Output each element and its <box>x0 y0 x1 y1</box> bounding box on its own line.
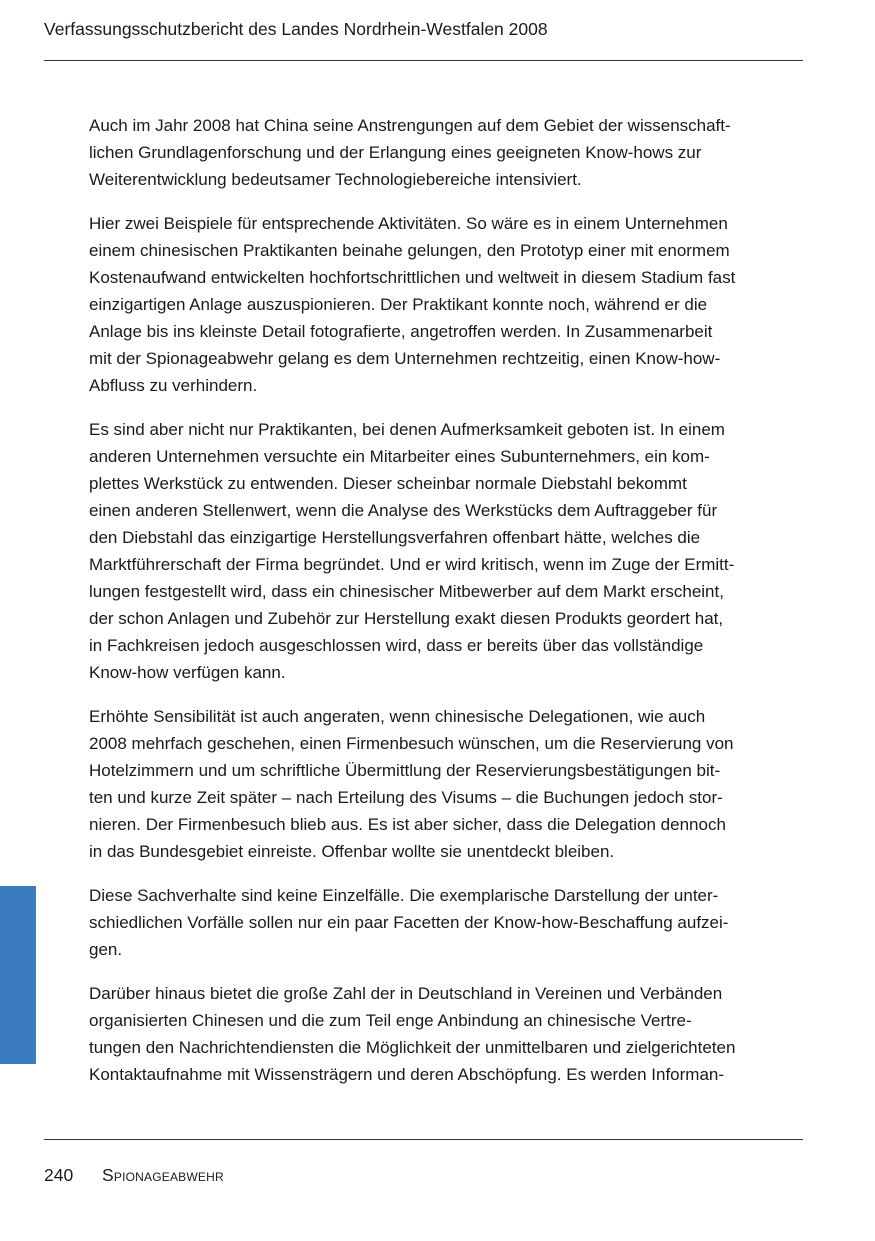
paragraph <box>89 112 805 193</box>
text-line: lungen festgestellt wird, dass ein chinesischer Mitbewerber auf dem Markt erscheint, <box>89 582 724 601</box>
text-line: Anlage bis ins kleinste Detail fotografierte, angetroffen werden. In Zusammenarbeit <box>89 322 713 341</box>
text-line: der schon Anlagen und Zubehör zur Herstellung exakt diesen Produkts geordert hat, <box>89 609 724 628</box>
paragraph <box>89 980 805 1088</box>
text-line: Erhöhte Sensibilität ist auch angeraten, wenn chinesische Delegationen, wie auch <box>89 707 706 726</box>
text-line: Es sind aber nicht nur Praktikanten, bei denen Aufmerksamkeit geboten ist. In einem <box>89 420 725 439</box>
text-line: Know-how verfügen kann. <box>89 663 286 682</box>
paragraph <box>89 882 805 963</box>
text-line: mit der Spionageabwehr gelang es dem Unternehmen rechtzeitig, einen Know-how- <box>89 349 721 368</box>
text-line: nieren. Der Firmenbesuch blieb aus. Es ist aber sicher, dass die Delegation dennoch <box>89 815 726 834</box>
running-header: Verfassungsschutzbericht des Landes Nordrhein-Westfalen 2008 <box>44 19 548 39</box>
section-title: Spionageabwehr <box>102 1165 224 1185</box>
text-line: einzigartigen Anlage auszuspionieren. Der Praktikant konnte noch, während er die <box>89 295 708 314</box>
text-line: Darüber hinaus bietet die große Zahl der in Deutschland in Vereinen und Verbänden <box>89 984 723 1003</box>
text-line: einem chinesischen Praktikanten beinahe gelungen, den Prototyp einer mit enormem <box>89 241 730 260</box>
text-line: Hotelzimmern und um schriftliche Übermittlung der Reservierungsbestätigungen bit- <box>89 761 721 780</box>
text-line: Kostenaufwand entwickelten hochfortschrittlichen und weltweit in diesem Stadium fast <box>89 268 736 287</box>
footer-rule <box>44 1139 803 1140</box>
text-line: gen. <box>89 940 123 959</box>
text-line: Hier zwei Beispiele für entsprechende Aktivitäten. So wäre es in einem Unternehmen <box>89 214 728 233</box>
page-number: 240 <box>44 1165 74 1185</box>
chapter-marker-tab <box>0 886 36 1064</box>
text-line: organisierten Chinesen und die zum Teil enge Anbindung an chinesische Vertre- <box>89 1011 692 1030</box>
paragraph <box>89 703 805 865</box>
header-rule <box>44 60 803 61</box>
text-line: plettes Werkstück zu entwenden. Dieser scheinbar normale Diebstahl bekommt <box>89 474 687 493</box>
body-text <box>89 112 805 1105</box>
text-line: Marktführerschaft der Firma begründet. Und er wird kritisch, wenn im Zuge der Ermitt- <box>89 555 735 574</box>
text-line: Weiterentwicklung bedeutsamer Technologiebereiche intensiviert. <box>89 170 582 189</box>
text-line: anderen Unternehmen versuchte ein Mitarbeiter eines Subunternehmers, ein kom- <box>89 447 710 466</box>
paragraph <box>89 210 805 399</box>
paragraph <box>89 416 805 686</box>
text-line: Diese Sachverhalte sind keine Einzelfälle. Die exemplarische Darstellung der unter- <box>89 886 719 905</box>
text-line: schiedlichen Vorfälle sollen nur ein paar Facetten der Know-how-Beschaffung aufzei- <box>89 913 729 932</box>
text-line: 2008 mehrfach geschehen, einen Firmenbesuch wünschen, um die Reservierung von <box>89 734 734 753</box>
text-line: Abfluss zu verhindern. <box>89 376 258 395</box>
text-line: Kontaktaufnahme mit Wissensträgern und deren Abschöpfung. Es werden Informan- <box>89 1065 725 1084</box>
text-line: einen anderen Stellenwert, wenn die Analyse des Werkstücks dem Auftraggeber für <box>89 501 718 520</box>
text-line: lichen Grundlagenforschung und der Erlangung eines geeigneten Know-hows zur <box>89 143 702 162</box>
text-line: tungen den Nachrichtendiensten die Möglichkeit der unmittelbaren und zielgerichteten <box>89 1038 736 1057</box>
text-line: den Diebstahl das einzigartige Herstellungsverfahren offenbart hätte, welches die <box>89 528 701 547</box>
text-line: Auch im Jahr 2008 hat China seine Anstrengungen auf dem Gebiet der wissenschaft- <box>89 116 731 135</box>
text-line: in das Bundesgebiet einreiste. Offenbar wollte sie unentdeckt bleiben. <box>89 842 615 861</box>
text-line: ten und kurze Zeit später – nach Erteilung des Visums – die Buchungen jedoch stor- <box>89 788 723 807</box>
text-line: in Fachkreisen jedoch ausgeschlossen wird, dass er bereits über das vollständige <box>89 636 704 655</box>
